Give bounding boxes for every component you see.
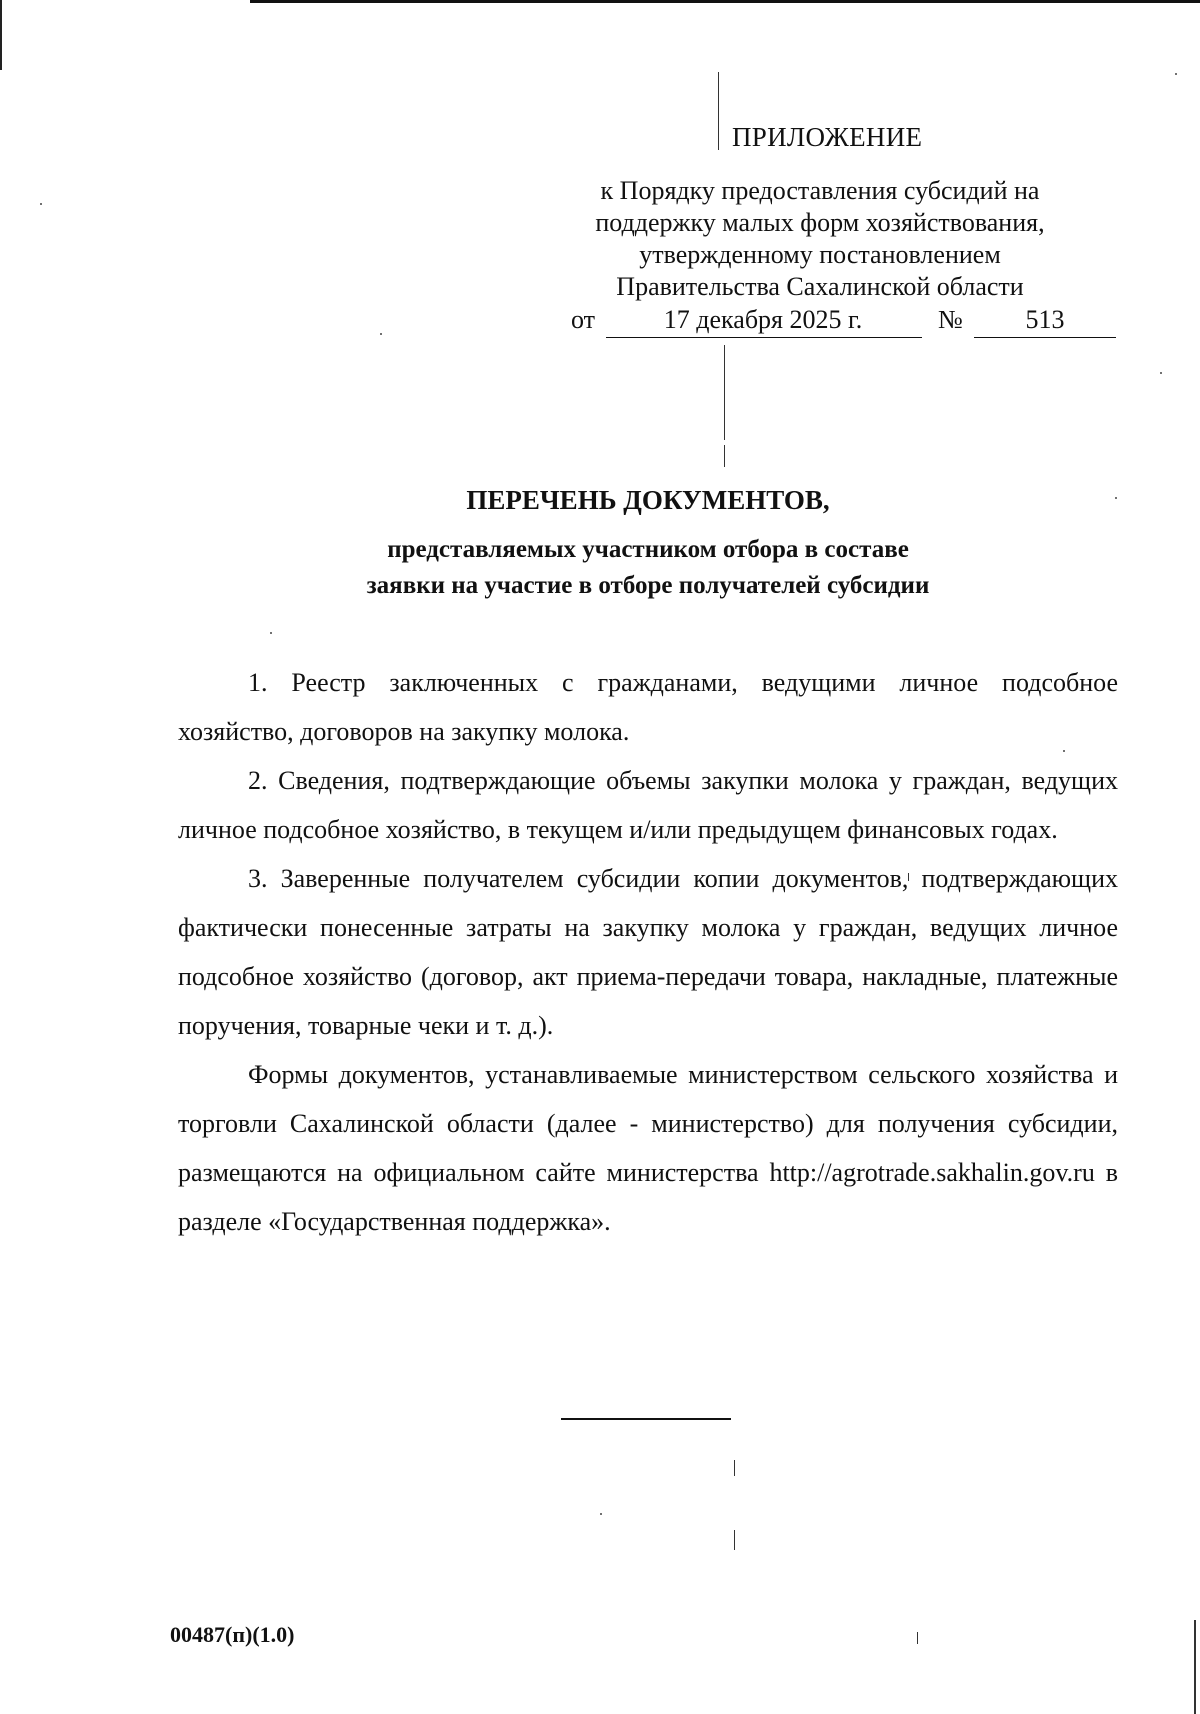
- document-body: [178, 658, 1118, 1246]
- scan-speck: [40, 203, 42, 205]
- end-separator: [561, 1418, 731, 1420]
- document-subtitle: [0, 532, 1200, 604]
- scan-speck: [380, 333, 382, 335]
- list-item-2: 2. Сведения, подтверждающие объемы закупки молока у граждан, ведущих личное подсобное хозяйство, в текущем и/или предыдущем финансовых годах.: [178, 766, 1118, 844]
- subtitle-line: представляемых участником отбора в составе: [387, 536, 909, 563]
- number-sign: №: [938, 305, 963, 334]
- appendix-heading: ПРИЛОЖЕНИЕ: [732, 122, 923, 152]
- scan-speck: [600, 1513, 602, 1515]
- scan-speck: [270, 632, 272, 634]
- appendix-line: Правительства Сахалинской области: [616, 272, 1024, 301]
- approval-number: 513: [1025, 305, 1065, 334]
- scan-artifact-line: [734, 1460, 735, 1476]
- subtitle-line: заявки на участие в отборе получателей субсидии: [366, 572, 930, 599]
- appendix-line: утвержденному постановлением: [639, 240, 1001, 269]
- scan-artifact-line: [724, 445, 725, 467]
- list-item-1: 1. Реестр заключенных с гражданами, ведущими личное подсобное хозяйство, договоров на закупку молока.: [178, 668, 1118, 746]
- list-item-3: 3. Заверенные получателем субсидии копии документов, подтверждающих фактически понесенные затраты на закупку молока у граждан, ведущих личное подсобное хозяйство (договор, акт приема-передачи товара, накладные, платежные поручения, товарные чеки и т. д.).: [178, 864, 1118, 1040]
- appendix-reference: [560, 175, 1080, 303]
- approval-line: [568, 305, 1118, 341]
- scan-speck: [1160, 372, 1162, 374]
- scan-edge-left: [0, 0, 2, 70]
- appendix-line: к Порядку предоставления субсидий на: [600, 176, 1040, 205]
- document-title: ПЕРЕЧЕНЬ ДОКУМЕНТОВ,: [466, 485, 830, 515]
- scan-edge-right: [1194, 1620, 1196, 1714]
- number-underline: [974, 337, 1116, 338]
- appendix-line: поддержку малых форм хозяйствования,: [595, 208, 1045, 237]
- scan-speck: [1175, 73, 1177, 75]
- date-underline: [606, 337, 922, 338]
- forms-paragraph: Формы документов, устанавливаемые министерством сельского хозяйства и торговли Сахалинской области (далее - министерство) для получения субсидии, размещаются на официальном сайте министерства http://agrotrade.sakhalin.gov.ru в разделе «Государственная поддержка».: [178, 1060, 1118, 1236]
- document-code: 00487(п)(1.0): [170, 1622, 295, 1647]
- scan-edge-top: [250, 0, 1200, 3]
- scan-artifact-line: [718, 72, 719, 150]
- scan-artifact-line: [734, 1530, 735, 1550]
- scan-artifact-line: [724, 345, 725, 440]
- from-label: от: [571, 305, 596, 334]
- scan-artifact-line: [917, 1632, 918, 1644]
- approval-date: 17 декабря 2025 г.: [663, 305, 863, 334]
